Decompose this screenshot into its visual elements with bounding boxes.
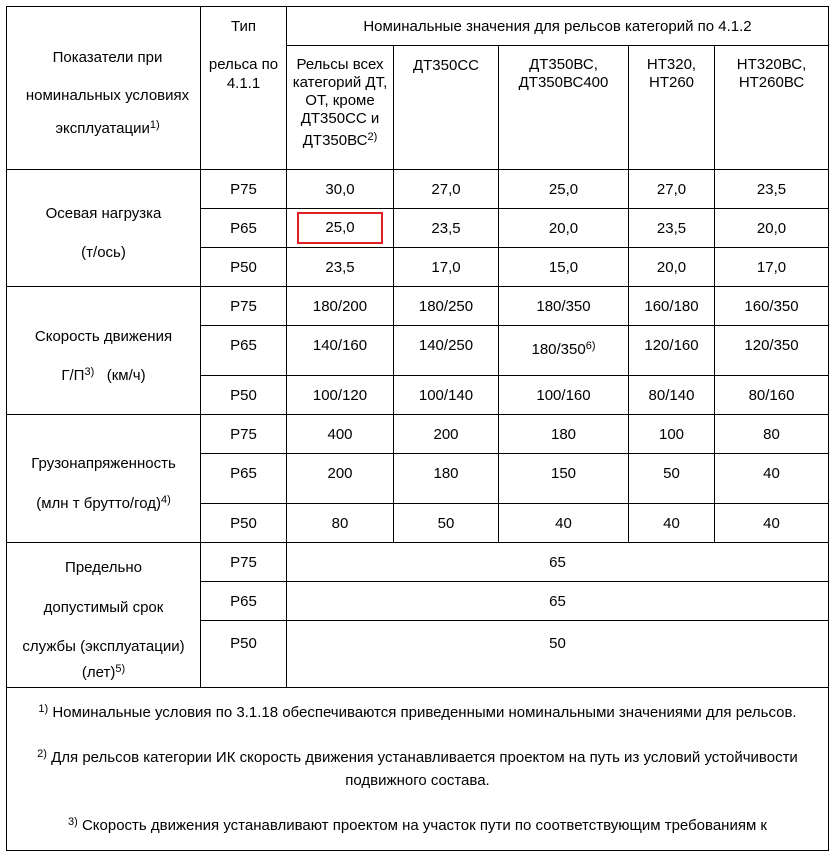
value-cell: 40 [499, 504, 629, 543]
header-type-line: 4.1.1 [226, 75, 261, 92]
row-label-line: допустимый срок [43, 599, 164, 616]
section-service-life-label [7, 543, 201, 688]
value-cell: 200 [394, 415, 499, 454]
value-cell: 40 [629, 504, 715, 543]
section-freight-density-label [7, 415, 201, 543]
footnote-number: 2) [37, 748, 47, 760]
rail-type-cell: Р50 [201, 248, 287, 287]
subheader-line: ДТ350ВС, [529, 56, 598, 73]
footnote-ref: 3) [84, 365, 95, 378]
footnote-number: 1) [38, 703, 49, 715]
value-cell: 80 [715, 415, 829, 454]
value-cell: 25,0 [499, 170, 629, 209]
header-indicators-line: Показатели при [52, 49, 163, 66]
row-label-part: Г/П [61, 366, 85, 384]
header-type-line: Тип [230, 18, 256, 35]
value-cell: 27,0 [629, 170, 715, 209]
row-label-line: службы (эксплуатации) [22, 638, 185, 655]
value-cell: 80 [287, 504, 394, 543]
value-cell: 180/350 [499, 287, 629, 326]
subheader-line: НТ320ВС, [736, 56, 807, 73]
subheader-line: НТ260ВС [738, 74, 805, 91]
footnote-ref: 5) [115, 663, 126, 675]
rail-type-cell: Р65 [201, 209, 287, 248]
footnote-number: 3) [68, 816, 78, 828]
value-cell: 65 [287, 543, 829, 582]
footnotes-row [7, 688, 829, 851]
value-cell: 17,0 [715, 248, 829, 287]
value-cell: 160/180 [629, 287, 715, 326]
highlight-box: 25,0 [297, 212, 383, 244]
value-cell: 20,0 [715, 209, 829, 248]
subheader-dt350vs [499, 46, 629, 170]
subheader-line: ОТ, кроме [305, 92, 375, 109]
value-cell: 50 [629, 454, 715, 504]
footnote-text: Номинальные условия по 3.1.18 обеспечиваются приведенными номинальными значениями для рельсов. [52, 704, 797, 721]
rail-type-cell: Р65 [201, 582, 287, 621]
value-cell: 200 [287, 454, 394, 504]
subheader-line: НТ320, [646, 56, 697, 73]
value-cell: 100/120 [287, 376, 394, 415]
subheader-line: Рельсы всех [296, 56, 384, 73]
subheader-all-categories [287, 46, 394, 170]
value-cell: 23,5 [715, 170, 829, 209]
footnote-ref: 4) [161, 494, 171, 506]
subheader-line: ДТ350ВС400 [518, 74, 609, 91]
value-cell: 80/160 [715, 376, 829, 415]
header-indicators [7, 7, 201, 170]
row-label-part: (млн т брутто/год) [36, 495, 162, 512]
value-cell: 40 [715, 454, 829, 504]
header-type-line: рельса по [208, 56, 279, 73]
table-row [7, 543, 829, 582]
subheader-line: ДТ350ВС [302, 132, 368, 149]
value-cell: 140/250 [394, 326, 499, 376]
value-cell: 100/140 [394, 376, 499, 415]
value-cell: 180/200 [287, 287, 394, 326]
row-label-line: Предельно [65, 559, 142, 576]
row-label-part: (км/ч) [106, 366, 146, 384]
value-cell: 150 [499, 454, 629, 504]
value-cell: 27,0 [394, 170, 499, 209]
rail-type-cell: Р50 [201, 504, 287, 543]
header-indicators-line: номинальных условиях [25, 87, 190, 104]
rail-type-cell: Р75 [201, 543, 287, 582]
header-rail-type [201, 7, 287, 170]
value-cell: 180/250 [394, 287, 499, 326]
value-cell: 120/350 [715, 326, 829, 376]
value-cell: 100 [629, 415, 715, 454]
value-cell: 180 [394, 454, 499, 504]
subheader-dt350ss: ДТ350СС [394, 46, 499, 170]
value-cell: 20,0 [499, 209, 629, 248]
row-label-line: Скорость движения [34, 327, 173, 345]
value-cell: 17,0 [394, 248, 499, 287]
value-cell: 20,0 [629, 248, 715, 287]
subheader-nt320vs [715, 46, 829, 170]
section-axle-load-label [7, 170, 201, 287]
footnote-text: Для рельсов категории ИК скорость движения устанавливается проектом на путь из условий устойчивости подвижного состава. [51, 749, 798, 789]
subheader-line: категорий ДТ, [292, 74, 388, 91]
value-cell: 180 [499, 415, 629, 454]
footnote-ref: 2) [367, 131, 378, 143]
header-nominal-values: Номинальные значения для рельсов категорий по 4.1.2 [287, 7, 829, 46]
footnote-1 [7, 701, 828, 724]
rail-type-cell: Р75 [201, 287, 287, 326]
row-label-line: Осевая нагрузка [45, 205, 162, 222]
value-cell: 140/160 [287, 326, 394, 376]
footnote-2 [7, 746, 828, 792]
rail-type-cell: Р50 [201, 621, 287, 688]
row-label-line: Грузонапряженность [31, 455, 176, 472]
subheader-line: НТ260 [648, 74, 695, 91]
section-speed-label [7, 287, 201, 415]
rail-type-cell: Р65 [201, 326, 287, 376]
rail-type-cell: Р50 [201, 376, 287, 415]
subheader-line: ДТ350СС и [300, 110, 380, 127]
value-cell: 100/160 [499, 376, 629, 415]
value-cell: 80/140 [629, 376, 715, 415]
value-text: 180/350 [531, 341, 586, 358]
value-cell: 40 [715, 504, 829, 543]
rail-type-cell: Р75 [201, 415, 287, 454]
rail-parameters-table [6, 6, 829, 851]
value-cell: 120/160 [629, 326, 715, 376]
row-label-line: (т/ось) [81, 244, 126, 261]
value-cell: 65 [287, 582, 829, 621]
row-label-line: (лет) [81, 664, 116, 681]
value-cell: 15,0 [499, 248, 629, 287]
footnote-ref: 1) [149, 119, 160, 131]
table-row [7, 287, 829, 326]
value-cell: 50 [287, 621, 829, 688]
value-cell-highlighted [287, 209, 394, 248]
footnotes [7, 688, 829, 851]
value-cell: 160/350 [715, 287, 829, 326]
table-row [7, 415, 829, 454]
footnote-ref: 6) [585, 340, 596, 352]
value-cell: 23,5 [287, 248, 394, 287]
value-cell: 50 [394, 504, 499, 543]
footnote-3 [7, 814, 828, 837]
value-cell: 400 [287, 415, 394, 454]
subheader-nt320 [629, 46, 715, 170]
value-cell [499, 326, 629, 376]
footnote-text: Скорость движения устанавливают проектом на участок пути по соответствующим требованиям к [81, 817, 767, 834]
value-cell: 23,5 [394, 209, 499, 248]
value-cell: 23,5 [629, 209, 715, 248]
header-indicators-line: эксплуатации [55, 120, 150, 137]
value-cell: 30,0 [287, 170, 394, 209]
table-row [7, 170, 829, 209]
rail-type-cell: Р75 [201, 170, 287, 209]
rail-type-cell: Р65 [201, 454, 287, 504]
